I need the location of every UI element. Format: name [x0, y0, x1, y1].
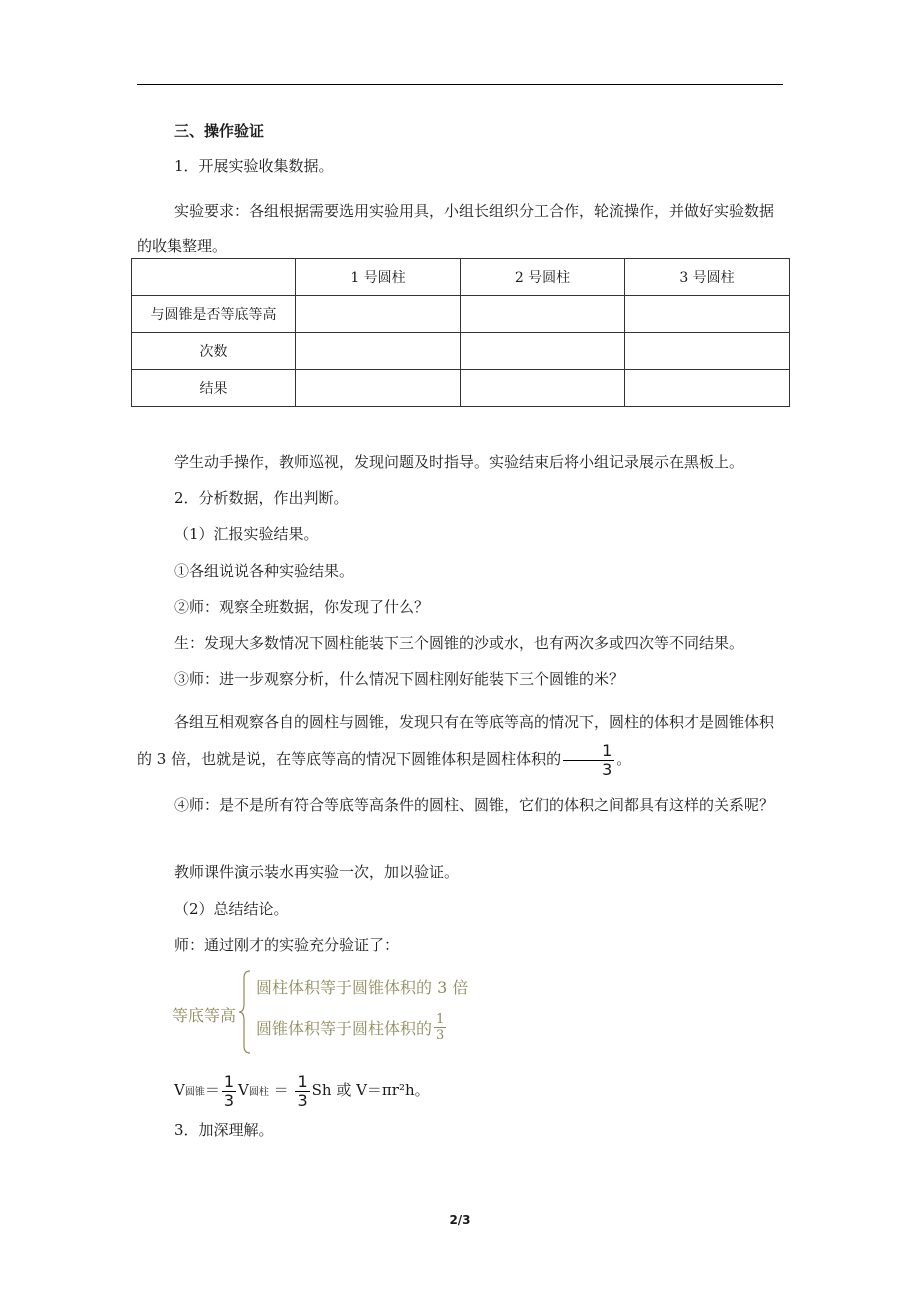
item-2: ②师：观察全班数据，你发现了什么？: [174, 598, 430, 616]
brace-line-2-row: [256, 1013, 448, 1042]
fraction-denominator: 3: [223, 1090, 235, 1110]
student-answer: 生：发现大多数情况下圆柱能装下三个圆锥的沙或水，也有两次多或四次等不同结果。: [174, 634, 745, 652]
item-1: ①各组说说各种实验结果。: [174, 562, 355, 580]
observation-paragraph: [137, 704, 783, 778]
item-3: ③师：进一步观察分析，什么情况下圆柱刚好能装下三个圆锥的米？: [174, 670, 625, 688]
formula-fraction-2: [295, 1071, 309, 1110]
table-cell: [296, 370, 461, 407]
page-number: 2/3: [449, 1213, 471, 1227]
step-2: 2．分析数据，作出判断。: [174, 489, 349, 507]
row-label: 与圆锥是否等底等高: [132, 296, 296, 333]
fraction-numerator: 1: [297, 1071, 308, 1091]
section-title: 三、操作验证: [174, 122, 265, 140]
formula-tail: Sh 或 V＝πr²h。: [311, 1081, 430, 1099]
fraction-denominator: 3: [297, 1090, 308, 1110]
table-cell: [461, 333, 625, 370]
volume-formula: [174, 1070, 430, 1113]
brace-fraction: [434, 1013, 446, 1042]
table-cell: [625, 370, 790, 407]
fraction-numerator: 1: [436, 1012, 445, 1027]
table-header-cell: 1 号圆柱: [296, 259, 461, 296]
fraction-denominator: 3: [602, 759, 613, 779]
table-header-row: [132, 259, 790, 296]
sub-step-1: （1）汇报实验结果。: [174, 525, 319, 543]
table-row: [132, 370, 790, 407]
table-header-cell: 2 号圆柱: [461, 259, 625, 296]
curly-brace-icon: [238, 970, 252, 1054]
experiment-requirement: 实验要求：各组根据需要选用实验用具，小组长组织分工合作，轮流操作，并做好实验数据的收集整理。: [137, 202, 775, 255]
table-cell: [296, 333, 461, 370]
table-cell: [625, 333, 790, 370]
formula-v: V: [238, 1081, 249, 1099]
conclusion-brace-group: [172, 968, 532, 1058]
formula-equals: ＝: [268, 1081, 294, 1099]
formula-v: V: [174, 1081, 185, 1099]
table-row: [132, 296, 790, 333]
formula-equals: ＝: [204, 1081, 220, 1099]
brace-label: 等底等高: [172, 1006, 237, 1025]
sub-step-2: （2）总结结论。: [174, 900, 289, 918]
table-cell: [461, 370, 625, 407]
observation-end: 。: [616, 750, 632, 768]
fraction-numerator: 1: [223, 1071, 235, 1091]
formula-sub-cylinder: 圆柱: [248, 1087, 269, 1098]
formula-fraction-1: [222, 1071, 236, 1110]
item-4: ④师：是不是所有符合等底等高条件的圆柱、圆锥，它们的体积之间都具有这样的关系呢？: [174, 796, 775, 814]
teacher-conclusion: 师：通过刚才的实验充分验证了：: [174, 936, 400, 954]
table-cell: [461, 296, 625, 333]
row-label: 结果: [132, 370, 296, 407]
data-table: [131, 258, 790, 407]
brace-line-1: 圆柱体积等于圆锥体积的 3 倍: [256, 978, 469, 997]
teacher-demo: 教师课件演示装水再实验一次，加以验证。: [174, 863, 460, 881]
table-header-cell: 3 号圆柱: [625, 259, 790, 296]
fraction-numerator: 1: [563, 743, 614, 761]
step-1: 1．开展实验收集数据。: [174, 157, 334, 175]
students-operate: 学生动手操作，教师巡视，发现问题及时指导。实验结束后将小组记录展示在黑板上。: [174, 453, 745, 471]
observation-text: 各组互相观察各自的圆柱与圆锥，发现只有在等底等高的情况下，圆柱的体积才是圆锥体积的 3 倍，也就是说，在等底等高的情况下圆锥体积是圆柱体积的: [137, 713, 775, 768]
header-rule: [137, 84, 783, 85]
step-3: 3．加深理解。: [174, 1121, 274, 1139]
table-cell: [625, 296, 790, 333]
table-cell: [296, 296, 461, 333]
formula-sub-cone: 圆锥: [184, 1087, 205, 1098]
brace-line-2: 圆锥体积等于圆柱体积的: [256, 1019, 433, 1038]
fraction-denominator: 3: [436, 1028, 445, 1043]
row-label: 次数: [132, 333, 296, 370]
fraction-one-third: [563, 740, 614, 779]
table-row: [132, 333, 790, 370]
table-header-cell: [132, 259, 296, 296]
